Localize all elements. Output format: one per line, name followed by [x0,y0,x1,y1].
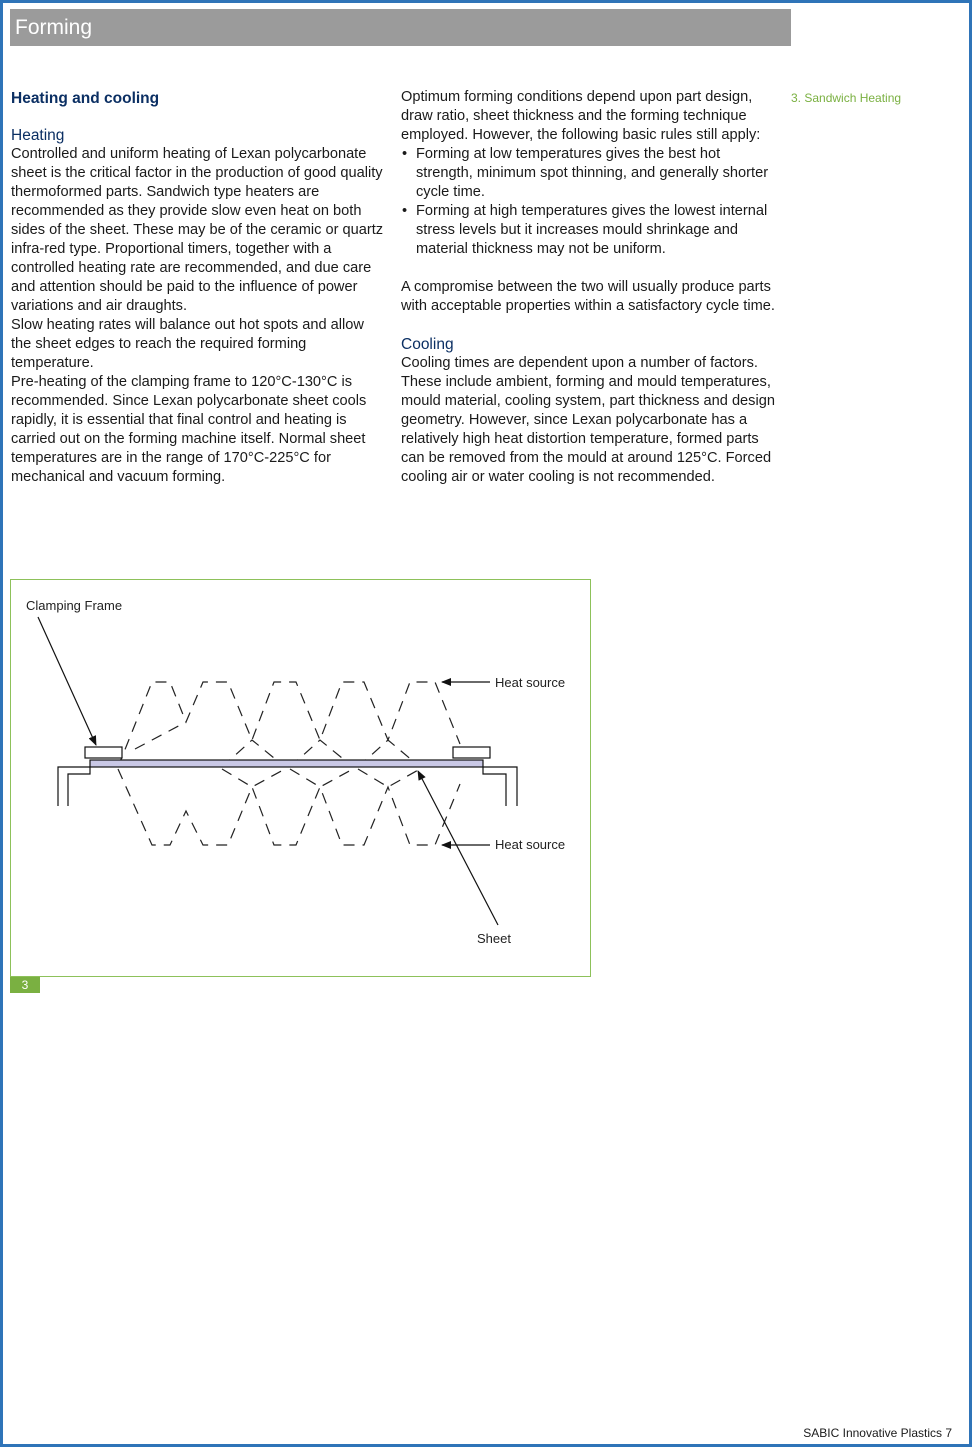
middle-column [401,88,781,487]
sheet-label: Sheet [477,931,511,946]
heating-paragraph-3: Pre-heating of the clamping frame to 120°C-130°C is recommended. Since Lexan polycarbonate sheet cools rapidly, it is essential that final control and heating is carried out on the forming machine itself. Normal sheet temperatures are in the range of 170°C-225°C for mechanical and vacuum forming. [11,374,367,485]
sheet-arrow [418,771,498,925]
rule-item: • Forming at low temperatures gives the best hot strength, minimum spot thinning, and generally shorter cycle time. [401,145,781,202]
clamp-block-right [453,747,490,758]
section-heading: Heating and cooling [11,90,160,107]
heating-heading: Heating [11,127,65,144]
clamping-frame-label: Clamping Frame [26,598,123,613]
heating-paragraph-1: Controlled and uniform heating of Lexan polycarbonate sheet is the critical factor in the production of good quality thermoformed parts. Sandwich type heaters are recommended as they provide slow even heat on both sides of the sheet. These may be of the ceramic or quartz infra-red type. Proportional timers, together with a controlled heating rate are recommended, and due care and attention should be paid to the influence of power variations and air draughts. [11,146,384,314]
sandwich-heating-diagram [10,579,591,977]
figure-caption: 3. Sandwich Heating [791,91,902,105]
polycarbonate-sheet [90,760,483,767]
forming-intro: Optimum forming conditions depend upon part design, draw ratio, sheet thickness and the forming technique employed. However, the following basic rules still apply: [401,89,761,143]
bottom-heat-source-wave [118,769,460,845]
cooling-heading: Cooling [401,336,454,353]
bottom-heat-source-wave-back [222,769,420,787]
compromise-paragraph: A compromise between the two will usually produce parts with acceptable properties within a satisfactory cycle time. [401,279,775,314]
page-title: Forming [10,9,791,46]
page-footer: SABIC Innovative Plastics 7 [803,1426,952,1440]
rule-item: • Forming at high temperatures gives the lowest internal stress levels but it increases mould shrinkage and material thickness may not be uniform. [401,202,781,259]
left-column [11,88,386,487]
frame-bracket-left [58,767,90,806]
top-heat-source-wave [118,682,460,767]
frame-bracket-right [483,767,517,806]
clamp-block-left [85,747,122,758]
clamping-frame-arrow [38,617,96,745]
figure-number-badge: 3 [10,977,40,993]
rules-list [401,145,781,259]
heat-source-top-label: Heat source [495,675,566,690]
heat-source-bottom-label: Heat source [495,837,566,852]
cooling-paragraph: Cooling times are dependent upon a number of factors. These include ambient, forming and mould temperatures, mould material, cooling system, part thickness and design geometry. However, since Lexan polycarbonate has a relatively high heat distortion temperature, formed parts can be removed from the mould at around 125°C. Forced cooling air or water cooling is not recommended. [401,355,775,485]
heating-paragraph-2: Slow heating rates will balance out hot spots and allow the sheet edges to reach the required forming temperature. [11,317,364,371]
